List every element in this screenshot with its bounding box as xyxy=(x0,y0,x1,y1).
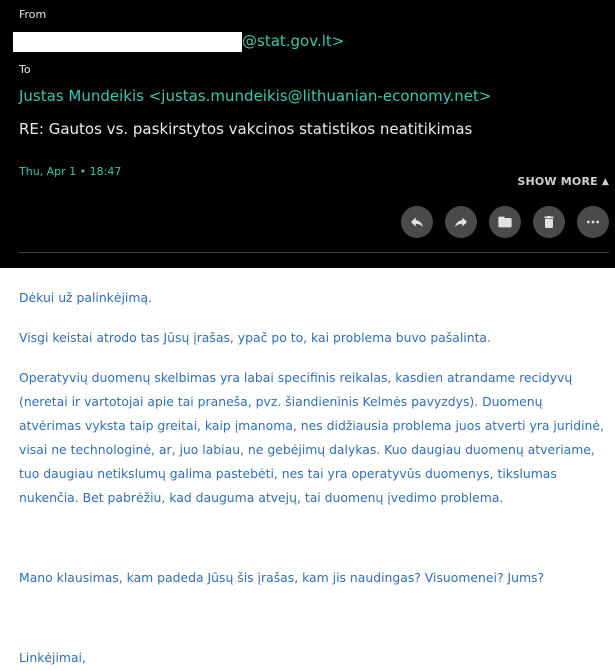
from-address[interactable]: @stat.gov.lt> xyxy=(242,32,345,50)
forward-button[interactable] xyxy=(445,206,477,238)
body-paragraph-1: Dėkui už palinkėjimą. xyxy=(19,290,152,305)
reply-icon xyxy=(409,214,425,230)
email-body xyxy=(19,286,604,670)
from-label: From xyxy=(19,8,47,21)
more-options-button[interactable] xyxy=(577,206,609,238)
email-date: Thu, Apr 1 • 18:47 xyxy=(19,165,122,178)
folder-icon xyxy=(497,214,513,230)
reply-button[interactable] xyxy=(401,206,433,238)
to-address[interactable]: Justas Mundeikis <justas.mundeikis@lithuanian-economy.net> xyxy=(19,87,492,105)
header-divider xyxy=(19,252,609,253)
action-bar xyxy=(401,206,609,238)
email-subject: RE: Gautos vs. paskirstytos vakcinos statistikos neatitikimas xyxy=(19,120,473,138)
more-icon xyxy=(585,214,601,230)
body-paragraph-2: Visgi keistai atrodo tas Jūsų įrašas, ypač po to, kai problema buvo pašalinta. xyxy=(19,330,491,345)
move-to-folder-button[interactable] xyxy=(489,206,521,238)
body-paragraph-3: Operatyvių duomenų skelbimas yra labai specifinis reikalas, kasdien atrandame recidyvų (neretai ir vartotojai apie tai praneša, pvz. šiandieninis Kelmės pavyzdys). Duomenų atvėrimas vyksta taip greitai, kaip įmanoma, nes didžiausia problema juos atverti yra juridinė, visai ne technologinė, ar, juo labiau, ne gebėjimų dalykas. Kuo daugiau duomenų atveriame, tuo daugiau netikslumų galima pastebėti, nes tai yra operatyvūs duomenys, tikslumas nukenčia. Bet pabrėžiu, kad dauguma atvejų, tai duomenų įvedimo problema. xyxy=(19,370,604,505)
body-closing: Linkėjimai, xyxy=(19,650,86,665)
caret-up-icon: ▲ xyxy=(601,176,609,187)
trash-icon xyxy=(541,214,557,230)
redacted-sender-name xyxy=(13,32,242,52)
email-header xyxy=(0,0,615,268)
delete-button[interactable] xyxy=(533,206,565,238)
to-label: To xyxy=(19,63,31,76)
body-paragraph-4: Mano klausimas, kam padeda Jūsų šis įrašas, kam jis naudingas? Visuomenei? Jums? xyxy=(19,570,545,585)
forward-icon xyxy=(453,214,469,230)
show-more-label: SHOW MORE xyxy=(517,175,598,188)
show-more-button[interactable] xyxy=(517,175,609,188)
